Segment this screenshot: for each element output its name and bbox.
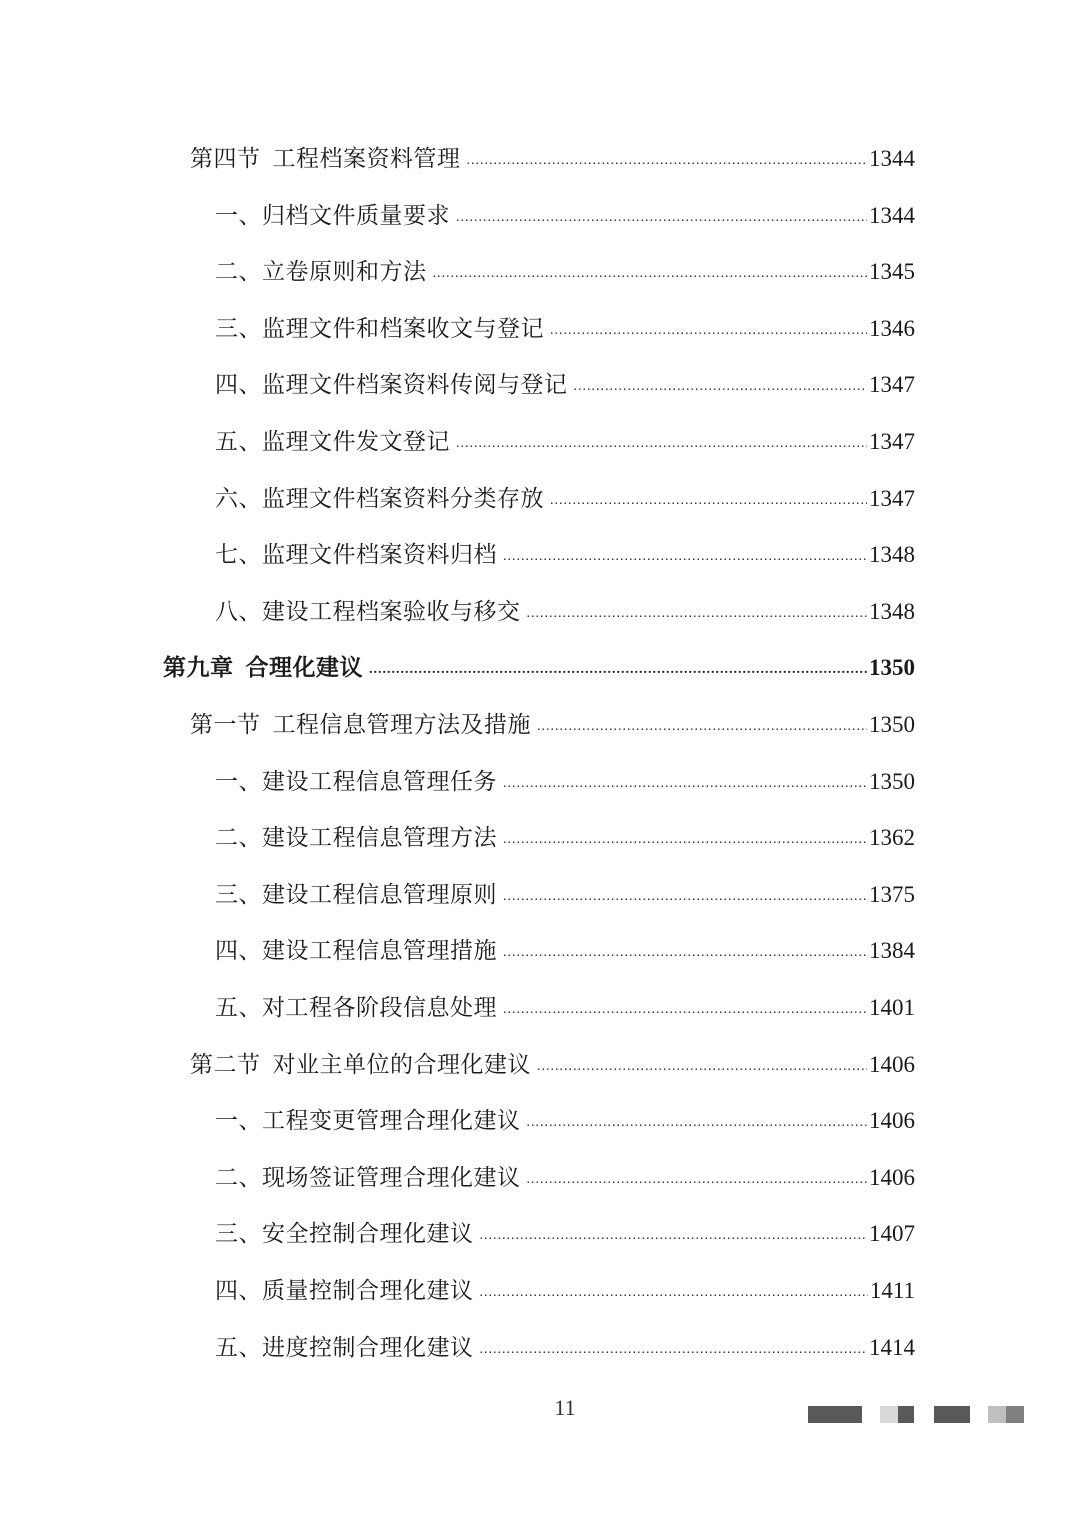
- dot-leader: [503, 767, 867, 801]
- toc-entry-title: [215, 312, 544, 346]
- toc-entry-label: 第四节: [190, 146, 261, 171]
- dot-leader: [480, 1219, 868, 1253]
- dot-leader: [503, 993, 867, 1027]
- toc-entry-label: 四、: [215, 372, 262, 397]
- toc-entry-item[interactable]: [215, 255, 915, 289]
- toc-entry-item[interactable]: [215, 425, 915, 459]
- toc-entry-text: 建设工程信息管理措施: [262, 938, 497, 963]
- toc-entry-title: [215, 538, 497, 572]
- toc-entry-page: 1406: [869, 1165, 915, 1190]
- toc-entry-label: 三、: [215, 1221, 262, 1246]
- toc-entry-text: 安全控制合理化建议: [262, 1221, 474, 1246]
- dot-leader: [503, 540, 867, 574]
- toc-entry-page: 1346: [869, 316, 915, 341]
- toc-entry-title: [215, 199, 450, 233]
- toc-entry-page: 1348: [869, 542, 915, 567]
- toc-entry-page: 1344: [869, 203, 915, 228]
- toc-entry-item[interactable]: [215, 199, 915, 233]
- dot-leader: [480, 1276, 868, 1310]
- toc-entry-label: 五、: [215, 1335, 262, 1360]
- toc-entry-title: [215, 482, 544, 516]
- dot-leader: [537, 710, 867, 744]
- toc-entry-item[interactable]: [215, 368, 915, 402]
- toc-entry-label: 七、: [215, 542, 262, 567]
- page-number: 11: [554, 1395, 576, 1420]
- toc-entry-title: [215, 1274, 474, 1308]
- toc-entry-page: 1362: [869, 825, 915, 850]
- footer-decoration-block: [988, 1406, 1006, 1423]
- toc-entry-page: 1347: [869, 372, 915, 397]
- toc-entry-page: 1384: [869, 938, 915, 963]
- toc-entry-title: [215, 1217, 474, 1251]
- toc-entry-text: 建设工程档案验收与移交: [262, 599, 521, 624]
- toc-entry-item[interactable]: [215, 821, 915, 855]
- toc-entry-item[interactable]: [215, 538, 915, 572]
- footer-decoration-block: [934, 1406, 970, 1423]
- toc-entry-text: 对业主单位的合理化建议: [272, 1052, 531, 1077]
- dot-leader: [467, 144, 868, 178]
- toc-entry-label: 五、: [215, 995, 262, 1020]
- toc-entry-title: [190, 708, 531, 742]
- toc-entry-label: 第一节: [190, 712, 261, 737]
- toc-entry-label: 五、: [215, 429, 262, 454]
- toc-entry-text: 监理文件档案资料归档: [262, 542, 497, 567]
- toc-entry-label: 一、: [215, 203, 262, 228]
- toc-entry-title: [215, 425, 450, 459]
- toc-entry-label: 四、: [215, 1278, 262, 1303]
- toc-entry-text: 进度控制合理化建议: [262, 1335, 474, 1360]
- toc-entry-title: [215, 1104, 521, 1138]
- toc-entry-title: [215, 878, 497, 912]
- toc-entry-text: 现场签证管理合理化建议: [262, 1165, 521, 1190]
- dot-leader: [527, 1163, 868, 1197]
- dot-leader: [503, 880, 867, 914]
- toc-entry-page: 1348: [869, 599, 915, 624]
- dot-leader: [537, 1050, 867, 1084]
- toc-entry-title: [190, 1048, 531, 1082]
- toc-entry-item[interactable]: [215, 312, 915, 346]
- toc-entry-text: 建设工程信息管理原则: [262, 882, 497, 907]
- toc-entry-label: 三、: [215, 882, 262, 907]
- toc-entry-label: 一、: [215, 769, 262, 794]
- toc-entry-label: 二、: [215, 825, 262, 850]
- toc-entry-text: 监理文件档案资料传阅与登记: [262, 372, 568, 397]
- toc-entry-page: 1347: [869, 429, 915, 454]
- toc-entry-page: 1345: [869, 259, 915, 284]
- toc-entry-item[interactable]: [215, 991, 915, 1025]
- toc-entry-page: 1411: [869, 1278, 915, 1303]
- toc-entry-text: 归档文件质量要求: [262, 203, 450, 228]
- toc-entry-label: 第九章: [163, 655, 234, 680]
- toc-entry-item[interactable]: [215, 1274, 915, 1308]
- dot-leader: [550, 484, 867, 518]
- toc-entry-chapter[interactable]: [163, 651, 915, 685]
- toc-entry-page: 1406: [869, 1052, 915, 1077]
- toc-entry-label: 八、: [215, 599, 262, 624]
- toc-entry-text: 对工程各阶段信息处理: [262, 995, 497, 1020]
- toc-entry-label: 六、: [215, 486, 262, 511]
- dot-leader: [527, 597, 868, 631]
- toc-entry-text: 质量控制合理化建议: [262, 1278, 474, 1303]
- footer-decoration-block: [880, 1406, 898, 1423]
- toc-entry-title: [215, 1161, 521, 1195]
- toc-entry-text: 工程档案资料管理: [272, 146, 461, 171]
- toc-entry-item[interactable]: [215, 1161, 915, 1195]
- toc-entry-text: 监理文件档案资料分类存放: [262, 486, 544, 511]
- toc-entry-label: 二、: [215, 1165, 262, 1190]
- dot-leader: [503, 936, 867, 970]
- toc-entry-text: 建设工程信息管理方法: [262, 825, 497, 850]
- toc-entry-item[interactable]: [215, 934, 915, 968]
- toc-entry-text: 合理化建议: [245, 655, 363, 680]
- dot-leader: [369, 653, 867, 687]
- dot-leader: [456, 201, 867, 235]
- dot-leader: [480, 1333, 868, 1367]
- toc-entry-title: [163, 651, 363, 685]
- toc-entry-title: [215, 821, 497, 855]
- toc-entry-item[interactable]: [215, 482, 915, 516]
- toc-entry-label: 四、: [215, 938, 262, 963]
- toc-entry-text: 监理文件和档案收文与登记: [262, 316, 544, 341]
- toc-entry-text: 监理文件发文登记: [262, 429, 450, 454]
- toc-entry-page: 1401: [869, 995, 915, 1020]
- toc-entry-title: [215, 1331, 474, 1365]
- toc-entry-text: 建设工程信息管理任务: [262, 769, 497, 794]
- toc-entry-text: 立卷原则和方法: [262, 259, 427, 284]
- toc-entry-label: 第二节: [190, 1052, 261, 1077]
- toc-entry-title: [190, 142, 461, 176]
- toc-entry-page: 1344: [869, 146, 915, 171]
- dot-leader: [574, 370, 868, 404]
- toc-entry-title: [215, 934, 497, 968]
- footer-decoration-block: [1006, 1406, 1024, 1423]
- toc-entry-item[interactable]: [215, 878, 915, 912]
- dot-leader: [527, 1106, 868, 1140]
- toc-entry-title: [215, 368, 568, 402]
- toc-entry-label: 一、: [215, 1108, 262, 1133]
- toc-entry-page: 1407: [869, 1221, 915, 1246]
- toc-entry-text: 工程变更管理合理化建议: [262, 1108, 521, 1133]
- toc-entry-item[interactable]: [215, 1217, 915, 1251]
- toc-entry-page: 1347: [869, 486, 915, 511]
- toc-entry-title: [215, 991, 497, 1025]
- footer-decoration-block: [898, 1406, 914, 1423]
- toc-entry-label: 二、: [215, 259, 262, 284]
- toc-entry-section[interactable]: [190, 142, 915, 176]
- toc-entry-page: 1350: [869, 712, 915, 737]
- toc-entry-title: [215, 765, 497, 799]
- toc-entry-item[interactable]: [215, 1104, 915, 1138]
- dot-leader: [550, 314, 867, 348]
- toc-entry-page: 1375: [869, 882, 915, 907]
- toc-entry-page: 1414: [869, 1335, 915, 1360]
- toc-entry-page: 1350: [869, 655, 915, 680]
- toc-entry-label: 三、: [215, 316, 262, 341]
- toc-entry-section[interactable]: [190, 1048, 915, 1082]
- toc-entry-page: 1406: [869, 1108, 915, 1133]
- toc-entry-title: [215, 255, 427, 289]
- toc-entry-text: 工程信息管理方法及措施: [272, 712, 531, 737]
- dot-leader: [503, 823, 867, 857]
- toc-entry-item[interactable]: [215, 765, 915, 799]
- footer-decoration-block: [808, 1406, 862, 1423]
- toc-entry-item[interactable]: [215, 1331, 915, 1365]
- toc-entry-section[interactable]: [190, 708, 915, 742]
- toc-entry-item[interactable]: [215, 595, 915, 629]
- toc-entry-page: 1350: [869, 769, 915, 794]
- toc-entry-title: [215, 595, 521, 629]
- dot-leader: [456, 427, 867, 461]
- dot-leader: [433, 257, 868, 291]
